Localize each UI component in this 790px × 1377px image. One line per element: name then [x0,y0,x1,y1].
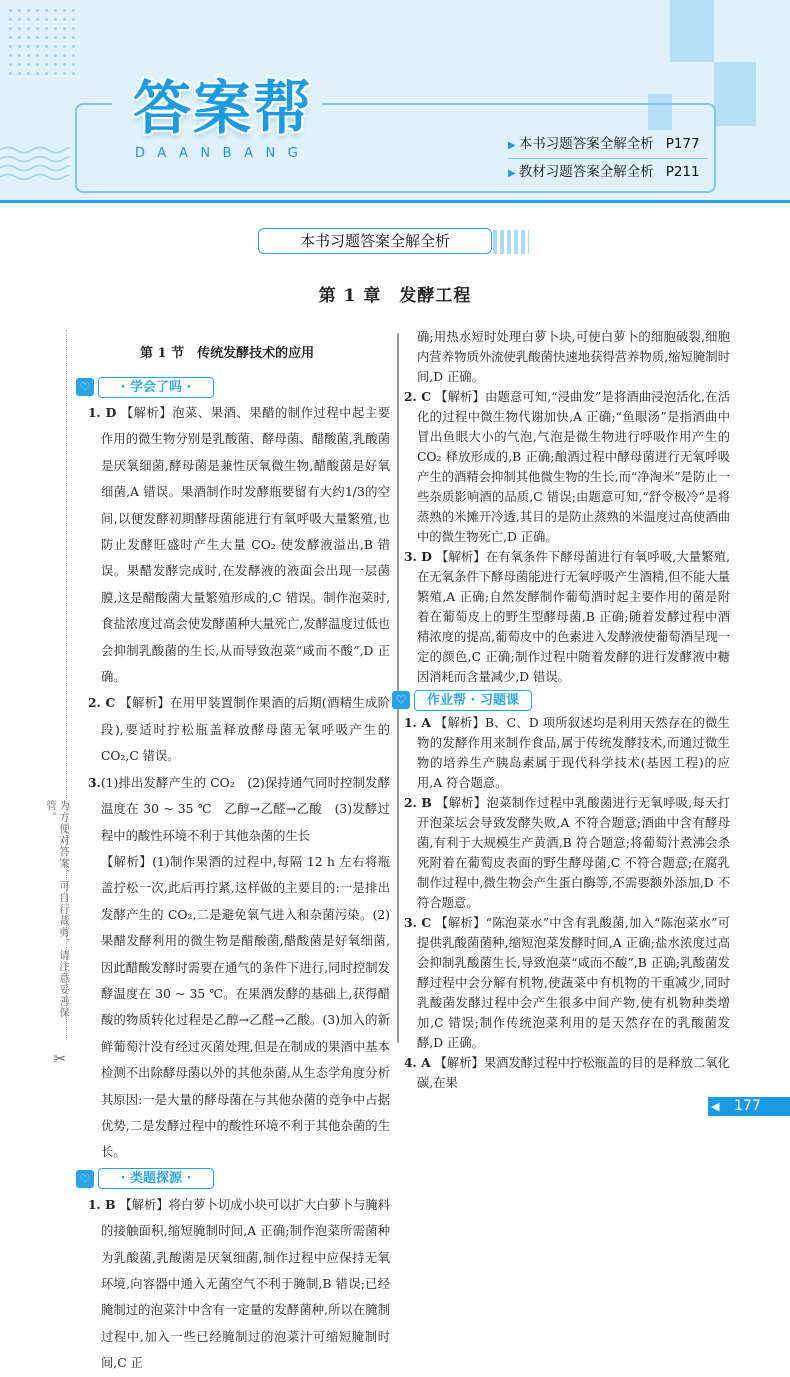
logo: 答案帮 [133,74,314,142]
answer-item: 2. C 【解析】由题意可知,“浸曲发”是将酒曲浸泡活化,在活化的过程中微生物代谢加快,A 正确;“鱼眼汤”是指酒曲中冒出鱼眼大小的气泡,气泡是微生物进行呼吸作用产生的 CO₂ 释放形成的,B 正确;酿酒过程中酵母菌进行无氧呼吸产生的酒精会抑制其他微生物的生长,而“净淘米”是防止一些杂质影响酒的品质,C 错误;由题意可知,“舒令极冷”是将蒸熟的米摊开冷透,其目的是防止蒸熟的米温度过高使酒曲中的微生物死亡,D 正确。 [404,389,730,544]
link-textbook-answers[interactable]: ▶ 教材习题答案全解全析 P211 [508,164,700,180]
decor-square [714,62,756,126]
lightbulb-icon: ♡ [76,378,94,396]
answer-item: 2. C 【解析】在用甲装置制作果酒的后期(酒精生成阶段),要适时拧松瓶盖释放酵母菌无氧呼吸产生的 CO₂,C 错误。 [88,695,390,764]
triangle-icon: ▶ [508,140,516,151]
stripes-decoration [493,230,529,254]
answer-item: 1. B 【解析】将白萝卜切成小块可以扩大白萝卜与腌料的接触面积,缩短腌制时间,A 正确;制作泡菜所需菌种为乳酸菌,乳酸菌是厌氧细菌,制作过程中应保持无氧环境,向容器中通入无菌空气不利于腌制,B 错误;已经腌制过的泡菜汁中含有一定量的发酵菌种,所以在腌制过程中,加入一些已经腌制过的泡菜汁可缩短腌制时间,C 正 [88,1196,390,1371]
side-note: 为方便对答案，可自行裁剪，请注意妥善保管。 [45,800,70,1019]
plug-icon: ◀ [711,1100,720,1113]
wave-decoration [0,145,70,185]
answer-continuation: 确;用热水短时处理白萝卜块,可使白萝卜的细胞破裂,细胞内营养物质外流使乳酸菌快速地获得营养物质,缩短腌制时间,D 正确。 [417,330,730,384]
page-number: 177 [708,1097,790,1116]
triangle-icon: ▶ [508,168,516,179]
right-column [395,327,730,1093]
badge-homework: ♡ 作业帮 · 习题课 [392,688,730,712]
answer-item: 3. D 【解析】在有氧条件下酵母菌进行有氧呼吸,大量繁殖,在无氧条件下酵母菌能进行无氧呼吸产生酒精,但不能大量繁殖,A 正确;自然发酵制作葡萄酒时起主要作用的菌是附着在葡萄皮上的野生型酵母菌,B 正确;随着发酵过程中酒精浓度的提高,葡萄皮中的色素进入发酵液使葡萄酒呈现一定的颜色,C 正确;制作过程中随着发酵的进行发酵液中糖因消耗而含量减少,D 错误。 [404,549,730,684]
answer-analysis: 【解析】(1)制作果酒的过程中,每隔 12 h 左右将瓶盖拧松一次,此后再拧紧,这样做的主要目的:一是排出发酵产生的 CO₂,二是避免氧气进入和杂菌污染。(2)果醋发酵利用的微生物是醋酸菌,醋酸菌是好氧细菌,因此醋酸发酵时需要在通气的条件下进行,同时控制发酵温度在 30 ~ 35 ℃。在果酒发酵的基础上,获得醋酸的物质转化过程是乙醇→乙醛→乙酸。(3)加入的新鲜葡萄汁没有经过灭菌处理,但是在制成的果酒中基本检测不出除酵母菌以外的其他杂菌,从生态学角度分析其原因:一是大量的酵母菌在与其他杂菌的竞争中占据优势,二是发酵过程中的酸性环境不利于其他杂菌的生长。 [101,854,390,1160]
link-book-answers[interactable]: ▶ 本书习题答案全解全析 P177 [508,136,700,152]
answer-item: 4. A 【解析】果酒发酵过程中拧松瓶盖的目的是释放二氧化碳,在果 [404,1055,730,1090]
chapter-title: 第 1 章 发酵工程 [318,286,472,306]
answer-item: 1. A 【解析】B、C、D 项所叙述均是利用天然存在的微生物的发酵作用来制作食品,属于传统发酵技术,而通过微生物的培养生产胰岛素属于现代科学技术(基因工程)的应用,A 符合题意。 [404,715,730,790]
decor-square [670,0,714,62]
lightbulb-icon: ♡ [76,1170,94,1188]
dot-pattern [6,6,76,76]
header [0,0,790,200]
answer-item: 1. D 【解析】泡菜、果酒、果醋的制作过程中起主要作用的微生物分别是乳酸菌、酵母菌、醋酸菌,乳酸菌是厌氧细菌,酵母菌是兼性厌氧微生物,醋酸菌是好氧细菌,A 错误。果酒制作时发酵瓶要留有大约1/3的空间,以便发酵初期酵母菌能进行有氧呼吸大量繁殖,也防止发酵旺盛时产生大量 CO₂ 使发酵液溢出,B 错误。果醋发酵完成时,在发酵液的液面会出现一层菌膜,这是醋酸菌大量繁殖形成的,C 错误。制作泡菜时,食盐浓度过高会使发酵菌种大量死亡,发酵温度过低也会抑制乳酸菌的生长,从而导致泡菜“咸而不酸”,D 正确。 [88,405,390,685]
logo-subtitle: DAANBANG [135,146,311,161]
section-banner: 本书习题答案全解全析 [258,228,492,254]
lightbulb-icon: ♡ [392,691,410,709]
badge-similar: ♡ · 类题探源 · [76,1167,390,1191]
answer-item: 3. C 【解析】“陈泡菜水”中含有乳酸菌,加入“陈泡菜水”可提供乳酸菌菌种,缩短泡菜发酵时间,A 正确;盐水浓度过高会抑制乳酸菌生长,导致泡菜“咸而不酸”,B 正确;乳酸菌发酵过程中会分解有机物,使蔬菜中有机物的干重减少,同时乳酸菌发酵过程中会产生很多中间产物,使有机物种类增加,C 错误;制作传统泡菜利用的是天然存在的乳酸菌发酵,D 正确。 [404,915,730,1050]
header-divider [0,200,790,203]
answer-item: 3.(1)排出发酵产生的 CO₂ (2)保持通气同时控制发酵温度在 30 ~ 35 ℃ 乙醇→乙醛→乙酸 (3)发酵过程中的酸性环境不利于其他杂菌的生长 [88,774,390,843]
badge-learn: ♡ · 学会了吗 · [76,375,390,399]
scissors-icon: ✂ [53,1049,67,1068]
section-title: 第 1 节 传统发酵技术的应用 [140,346,315,361]
answer-item: 2. B 【解析】泡菜制作过程中乳酸菌进行无氧呼吸,每天打开泡菜坛会导致发酵失败,A 不符合题意;酒曲中含有酵母菌,有利于大规模生产黄酒,B 符合题意;将葡萄汁煮沸会杀死附着在葡萄皮表面的野生酵母菌,C 不符合题意;在腐乳制作过程中,微生物会产生蛋白酶等,不需要额外添加,D 不符合题意。 [404,795,730,910]
left-column [79,374,390,1377]
divider [508,158,708,159]
